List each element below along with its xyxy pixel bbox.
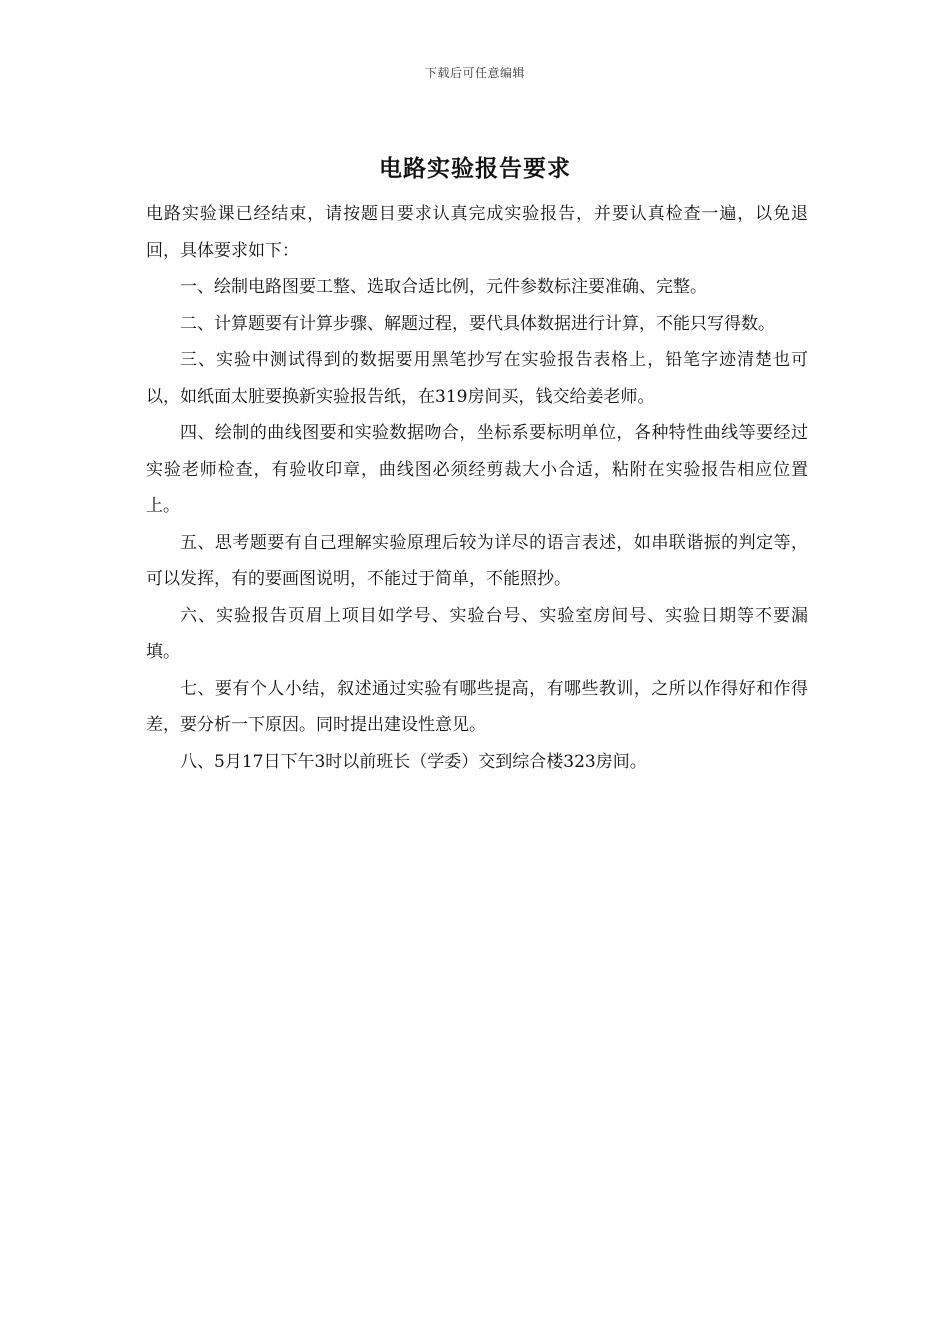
requirement-item-3: 三、实验中测试得到的数据要用黑笔抄写在实验报告表格上，铅笔字迹清楚也可以，如纸面太脏要换新实验报告纸，在319房间买，钱交给姜老师。 xyxy=(146,350,808,407)
requirement-item-5: 五、思考题要有自己理解实验原理后较为详尽的语言表述，如串联谐振的判定等，可以发挥，有的要画图说明，不能过于简单，不能照抄。 xyxy=(146,532,808,589)
intro-paragraph: 电路实验课已经结束，请按题目要求认真完成实验报告，并要认真检查一遍，以免退回，具体要求如下： xyxy=(146,204,808,261)
requirement-item-6: 六、实验报告页眉上项目如学号、实验台号、实验室房间号、实验日期等不要漏填。 xyxy=(146,605,808,662)
requirement-item-2: 二、计算题要有计算步骤、解题过程，要代具体数据进行计算，不能只写得数。 xyxy=(180,313,775,334)
requirement-item-7: 七、要有个人小结，叙述通过实验有哪些提高，有哪些教训，之所以作得好和作得差，要分析一下原因。同时提出建设性意见。 xyxy=(146,678,808,735)
requirement-item-4: 四、绘制的曲线图要和实验数据吻合，坐标系要标明单位，各种特性曲线等要经过实验老师检查，有验收印章，曲线图必须经剪裁大小合适，粘附在实验报告相应位置上。 xyxy=(146,423,808,516)
document-body xyxy=(146,196,808,780)
page-header-note: 下载后可任意编辑 xyxy=(424,66,525,80)
document-title: 电路实验报告要求 xyxy=(379,156,571,182)
requirement-item-8: 八、5月17日下午3时以前班长（学委）交到综合楼323房间。 xyxy=(180,751,647,772)
requirement-item-1: 一、绘制电路图要工整、选取合适比例，元件参数标注要准确、完整。 xyxy=(180,277,707,297)
